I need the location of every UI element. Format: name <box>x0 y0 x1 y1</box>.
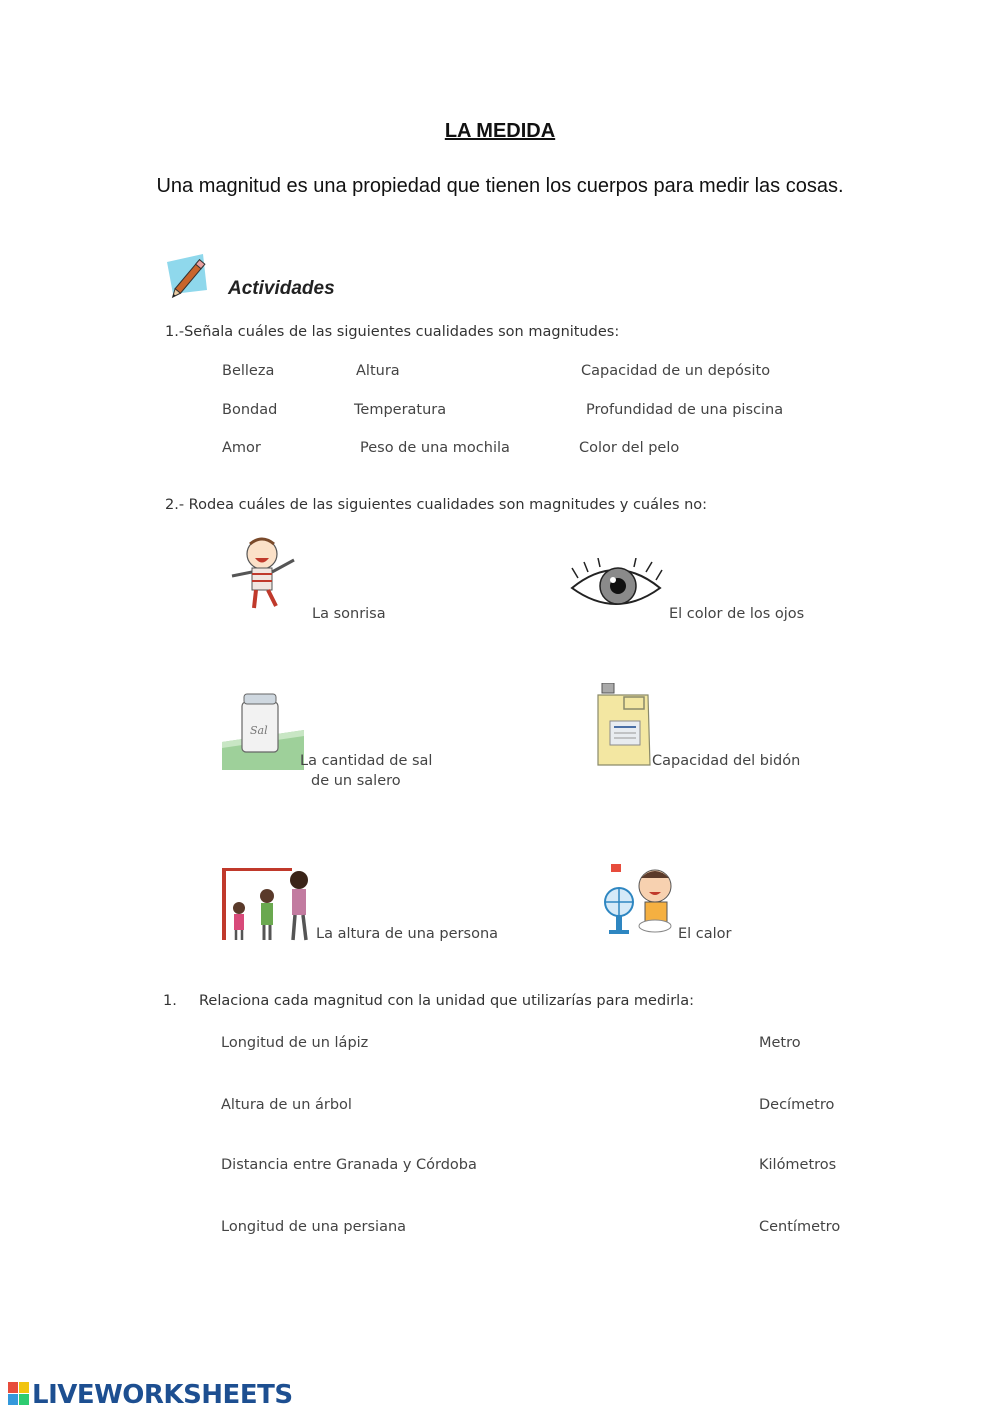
q3-unit[interactable]: Centímetro <box>759 1219 841 1235</box>
q1-item[interactable]: Amor <box>222 440 261 456</box>
q2-label[interactable]: Capacidad del bidón <box>652 753 801 769</box>
hot-child-fan-icon <box>603 862 679 942</box>
q3-prompt: Relaciona cada magnitud con la unidad que utilizarías para medirla: <box>199 993 694 1009</box>
laughing-child-icon <box>224 532 304 612</box>
q3-magnitude[interactable]: Longitud de una persiana <box>221 1219 407 1235</box>
jerrycan-icon <box>596 683 652 769</box>
q3-unit[interactable]: Decímetro <box>759 1097 835 1113</box>
liveworksheets-logo[interactable] <box>8 1380 293 1410</box>
q3-unit[interactable]: Metro <box>759 1035 801 1051</box>
q2-label[interactable]: La sonrisa <box>312 606 386 622</box>
q2-label[interactable]: La cantidad de sal <box>300 753 433 769</box>
q2-label[interactable]: El color de los ojos <box>669 606 805 622</box>
q1-item[interactable]: Profundidad de una piscina <box>586 402 784 418</box>
q2-prompt: 2.- Rodea cuáles de las siguientes cualidades son magnitudes y cuáles no: <box>165 497 708 513</box>
q3-magnitude[interactable]: Distancia entre Granada y Córdoba <box>221 1157 477 1173</box>
eye-icon <box>568 558 664 620</box>
q1-item[interactable]: Belleza <box>222 363 275 379</box>
q1-item[interactable]: Temperatura <box>354 402 447 418</box>
q2-label[interactable]: El calor <box>678 926 732 942</box>
q2-label-line2[interactable]: de un salero <box>311 773 401 789</box>
salt-jar-label: Sal <box>250 724 268 737</box>
people-height-icon <box>222 868 314 944</box>
liveworksheets-logo-icon <box>8 1382 30 1406</box>
q3-unit[interactable]: Kilómetros <box>759 1157 837 1173</box>
q1-item[interactable]: Capacidad de un depósito <box>581 363 771 379</box>
q3-number: 1. <box>163 993 177 1009</box>
q1-item[interactable]: Bondad <box>222 402 278 418</box>
pencil-icon <box>165 250 217 300</box>
q1-item[interactable]: Color del pelo <box>579 440 680 456</box>
page-title: LA MEDIDA <box>444 120 556 142</box>
q2-label[interactable]: La altura de una persona <box>316 926 499 942</box>
intro-text: Una magnitud es una propiedad que tienen los cuerpos para medir las cosas. <box>156 175 844 197</box>
q1-item[interactable]: Altura <box>356 363 400 379</box>
q1-prompt: 1.-Señala cuáles de las siguientes cualidades son magnitudes: <box>165 324 620 340</box>
q3-magnitude[interactable]: Altura de un árbol <box>221 1097 352 1113</box>
q3-magnitude[interactable]: Longitud de un lápiz <box>221 1035 369 1051</box>
footer-brand: LIVEWORKSHEETS <box>32 1380 293 1410</box>
activities-heading: Actividades <box>228 278 335 299</box>
q1-item[interactable]: Peso de una mochila <box>360 440 510 456</box>
salt-shaker-icon <box>222 690 304 770</box>
